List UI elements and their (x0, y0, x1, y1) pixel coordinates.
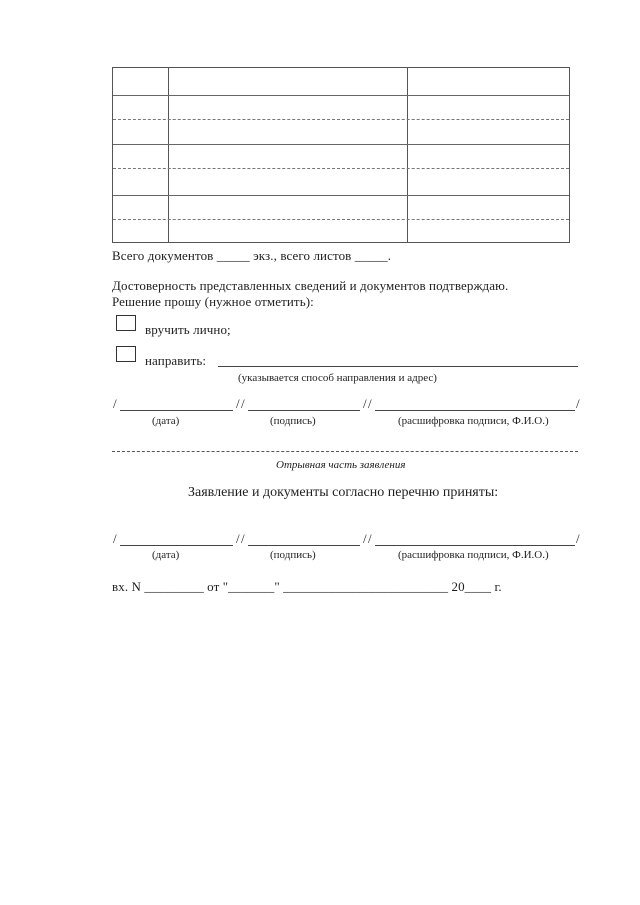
slash: / (236, 531, 240, 546)
table-row-divider (113, 119, 569, 120)
incoming-number-field[interactable]: _________ (144, 579, 204, 594)
full-name-caption: (расшифровка подписи, Ф.И.О.) (398, 415, 549, 427)
incoming-from: от " (207, 579, 229, 594)
incoming-quote: " (274, 579, 280, 594)
slash: / (576, 531, 580, 546)
slash: / (113, 531, 117, 546)
slash: / (236, 396, 240, 411)
full-name-field[interactable] (375, 410, 575, 411)
full-name-field[interactable] (375, 545, 575, 546)
signature-field[interactable] (248, 545, 360, 546)
date-field[interactable] (120, 545, 233, 546)
send-option-label: направить: (145, 353, 207, 368)
confirm-text: Достоверность представленных сведений и документов подтверждаю. (112, 278, 509, 293)
date-field[interactable] (120, 410, 233, 411)
documents-table (112, 67, 570, 243)
slash: / (576, 396, 580, 411)
send-address-hint: (указывается способ направления и адрес) (238, 372, 437, 384)
incoming-line (112, 579, 502, 595)
cut-label: Отрывная часть заявления (276, 459, 406, 471)
slash: / (241, 531, 245, 546)
incoming-year-suffix: г. (494, 579, 502, 594)
incoming-day-field[interactable]: _______ (228, 579, 275, 594)
send-checkbox[interactable] (116, 346, 136, 362)
incoming-year-field[interactable]: ____ (464, 579, 492, 594)
table-row-divider (113, 195, 569, 196)
total-documents-line (112, 248, 391, 264)
personal-checkbox[interactable] (116, 315, 136, 331)
accepted-text: Заявление и документы согласно перечню приняты: (188, 485, 499, 500)
decision-text: Решение прошу (нужное отметить): (112, 294, 314, 309)
slash: / (368, 396, 372, 411)
incoming-prefix: вх. N (112, 579, 142, 594)
signature-caption: (подпись) (270, 415, 316, 427)
signature-field[interactable] (248, 410, 360, 411)
personal-option-label: вручить лично; (145, 322, 231, 337)
total-prefix: Всего документов (112, 248, 214, 263)
table-row-divider (113, 168, 569, 169)
slash: / (113, 396, 117, 411)
signature-caption: (подпись) (270, 549, 316, 561)
slash: / (368, 531, 372, 546)
date-caption: (дата) (152, 415, 180, 427)
total-middle: экз., всего листов (253, 248, 352, 263)
table-row-divider (113, 144, 569, 145)
date-caption: (дата) (152, 549, 180, 561)
full-name-caption: (расшифровка подписи, Ф.И.О.) (398, 549, 549, 561)
slash: / (241, 396, 245, 411)
slash: / (363, 396, 367, 411)
incoming-month-field[interactable]: _________________________ (283, 579, 449, 594)
table-row-divider (113, 219, 569, 220)
table-row-divider (113, 95, 569, 96)
slash: / (363, 531, 367, 546)
total-sheets-blank: _____. (354, 248, 392, 263)
send-address-field[interactable] (218, 366, 578, 367)
total-copies-blank: _____ (216, 248, 250, 263)
incoming-year-prefix: 20 (451, 579, 465, 594)
cut-line (112, 451, 578, 452)
